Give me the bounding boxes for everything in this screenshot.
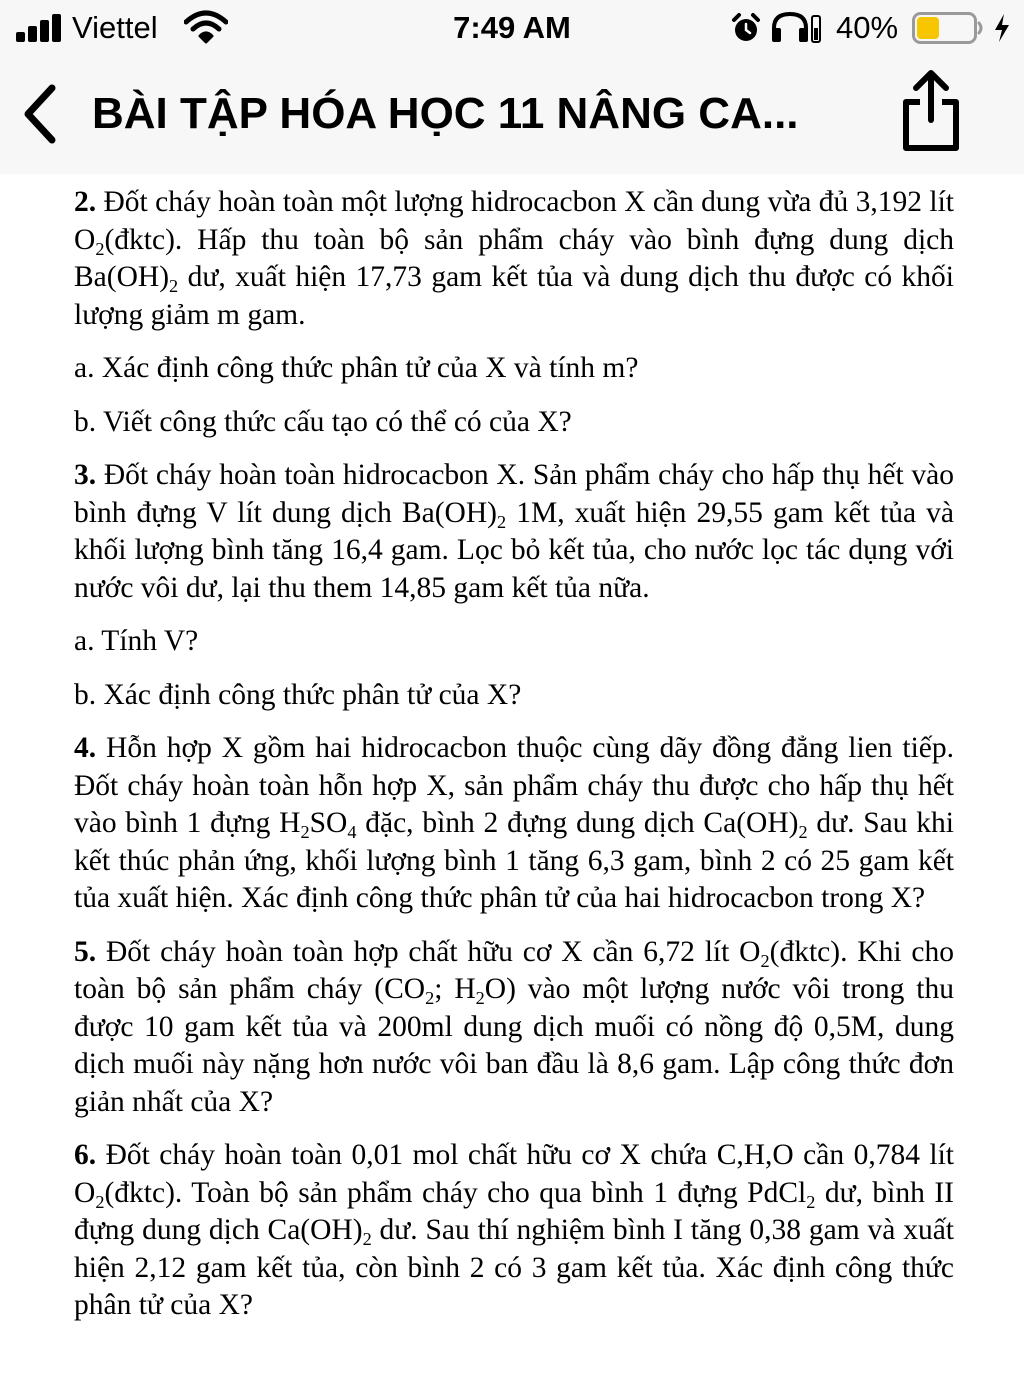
document-content	[74, 184, 954, 1341]
clock-time: 7:49 AM	[453, 10, 571, 45]
problem-text: Hỗn hợp X gồm hai hidrocacbon thuộc cùng dãy đồng đẳng lien tiếp. Đốt cháy hoàn toàn hỗn hợp X, sản phẩm cháy thu được cho hấp thụ hết vào bình 1 đựng H	[74, 732, 954, 839]
problem-text: Đốt cháy hoàn toàn hợp chất hữu cơ X cần 6,72 lít O	[96, 935, 761, 968]
problem-text: dư. Sau khi kết thúc phản ứng, khối lượng bình 1 tăng 6,3 gam, bình 2 có 25 gam kết tủa xuất hiện. Xác định công thức phân tử của hai hidrocacbon trong X?	[74, 807, 955, 914]
subscript: 2	[169, 275, 179, 296]
subscript: 2	[798, 821, 808, 842]
problem-number: 2.	[74, 186, 97, 218]
subscript: 2	[95, 1191, 105, 1212]
signal-icon	[16, 14, 64, 42]
subscript: 4	[347, 821, 357, 842]
problem-text: (đktc). Hấp thu toàn bộ sản phẩm cháy vào bình đựng dung dịch Ba(OH)	[74, 223, 954, 293]
problem-paragraph	[74, 730, 954, 918]
subscript: 2	[475, 987, 485, 1008]
problem-text: O) vào một lượng nước vôi trong thu được 10 gam kết tủa và 200ml dung dịch muối có nồng độ 0,5M, dung dịch muối này nặng hơn nước vôi ban đầu là 8,6 gam. Lập công thức đơn giản nhất của X?	[74, 973, 954, 1118]
sub-question: a. Tính V?	[74, 625, 199, 657]
subscript: 2	[496, 511, 507, 532]
wifi-icon	[184, 10, 228, 44]
problem-text: ; H	[434, 973, 476, 1005]
problem-paragraph	[74, 1137, 954, 1325]
subscript: 2	[95, 238, 105, 259]
battery-icon	[912, 12, 984, 44]
subscript: 2	[806, 1191, 816, 1212]
subscript: 2	[300, 821, 310, 842]
problem-text: (đktc). Toàn bộ sản phẩm cháy cho qua bình 1 đựng PdCl	[104, 1176, 807, 1209]
carrier-name: Viettel	[72, 10, 158, 45]
problem-text: 1M, xuất hiện 29,55 gam kết tủa và khối lượng bình tăng 16,4 gam. Lọc bỏ kết tủa, cho nước lọc tác dụng với nước vôi dư, lại thu them 14,85 gam kết tủa nữa.	[74, 496, 954, 604]
document-title: BÀI TẬP HÓA HỌC 11 NÂNG CA...	[92, 89, 799, 138]
sub-question: b. Xác định công thức phân tử của X?	[74, 678, 522, 711]
chevron-left-icon[interactable]	[16, 82, 66, 146]
problem-text: Đốt cháy hoàn toàn một lượng hidrocacbon X cần dung vừa đủ 3,192 lít O	[74, 186, 954, 256]
navigation-bar	[0, 56, 1024, 174]
problem-paragraph	[74, 184, 954, 334]
charging-icon	[992, 12, 1012, 44]
status-bar	[0, 0, 1024, 56]
problem-text: dư, xuất hiện 17,73 gam kết tủa và dung dịch thu được có khối lượng giảm m gam.	[74, 261, 954, 331]
problem-text: dư. Sau thí nghiệm bình I tăng 0,38 gam và xuất hiện 2,12 gam kết tủa, còn bình 2 có 3 gam kết tủa. Xác định công thức phân tử của X?	[74, 1214, 954, 1321]
problem-number: 3.	[74, 459, 97, 491]
problem-text: đặc, bình 2 đựng dung dịch Ca(OH)	[356, 807, 799, 839]
problem-text: Đốt cháy hoàn toàn hidrocacbon X. Sản phẩm cháy cho hấp thụ hết vào bình đựng V lít dung dịch Ba(OH)	[74, 459, 954, 529]
problem-paragraph	[74, 934, 954, 1122]
problem-text: (đktc). Khi cho toàn bộ sản phẩm cháy (CO	[74, 935, 955, 1005]
headphones-icon	[770, 10, 822, 44]
sub-question: a. Xác định công thức phân tử của X và tính m?	[74, 352, 639, 384]
problem-number: 4.	[74, 732, 97, 764]
subscript: 2	[362, 1228, 372, 1249]
battery-percent: 40%	[836, 10, 899, 45]
problem-number: 5.	[74, 935, 97, 968]
subscript: 2	[760, 950, 770, 971]
problem-paragraph	[74, 457, 954, 607]
problem-number: 6.	[74, 1139, 97, 1171]
problem-text: dư, bình II đựng dung dịch Ca(OH)	[74, 1176, 954, 1246]
alarm-icon	[730, 12, 762, 44]
problem-text: Đốt cháy hoàn toàn 0,01 mol chất hữu cơ X chứa C,H,O cần 0,784 lít O	[74, 1139, 954, 1209]
share-icon[interactable]	[898, 68, 964, 154]
subscript: 2	[425, 987, 435, 1008]
sub-question: b. Viết công thức cấu tạo có thể có của X?	[74, 405, 572, 438]
problem-text: SO	[309, 807, 348, 839]
